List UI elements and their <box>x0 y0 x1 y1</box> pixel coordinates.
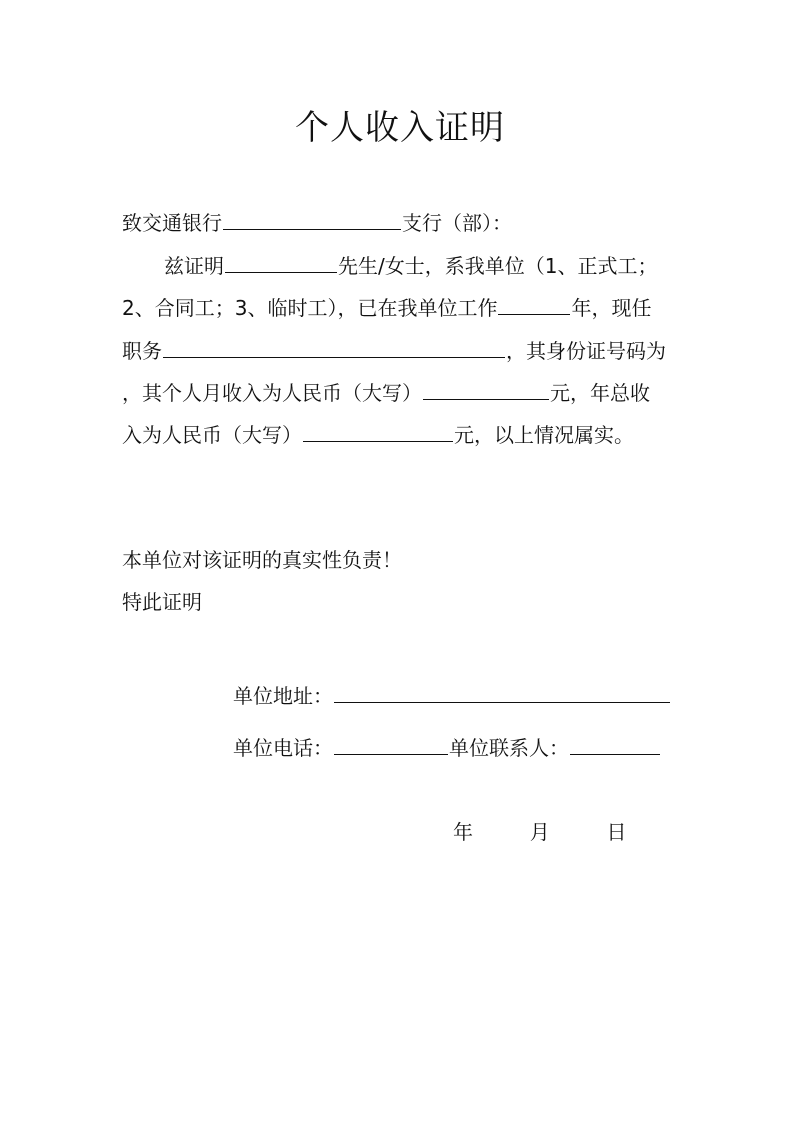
closing-line <box>122 588 202 616</box>
body-line-1 <box>164 252 657 280</box>
body-line-3 <box>122 337 666 365</box>
body-l4-suffix: 元，年总收 <box>550 381 650 405</box>
position-blank[interactable] <box>163 337 505 358</box>
date-year-label: 年 <box>453 820 473 844</box>
body-line-4 <box>122 379 650 407</box>
address-blank[interactable] <box>334 682 670 703</box>
greeting-line <box>122 209 512 237</box>
branch-name-blank[interactable] <box>223 209 401 230</box>
phone-blank[interactable] <box>334 734 448 755</box>
body-l2-suffix: 年，现任 <box>571 296 652 320</box>
date-day-label: 日 <box>606 820 627 844</box>
date-line <box>453 818 626 846</box>
closing-text: 特此证明 <box>122 590 202 614</box>
greeting-prefix: 致交通银行 <box>122 211 222 235</box>
body-l5-prefix: 入为人民币（大写） <box>122 423 302 447</box>
statement-text: 本单位对该证明的真实性负责！ <box>122 548 402 572</box>
address-label: 单位地址： <box>233 684 333 708</box>
body-l1-suffix: 先生/女士，系我单位（1、正式工； <box>338 254 658 278</box>
body-l1-prefix: 兹证明 <box>164 254 224 278</box>
document-title: 个人收入证明 <box>295 108 505 148</box>
body-l4-prefix: ，其个人月收入为人民币（大写） <box>122 381 422 405</box>
phone-label: 单位电话： <box>233 736 333 760</box>
body-l3-prefix: 职务 <box>122 339 162 363</box>
body-line-5 <box>122 421 634 449</box>
date-month-label: 月 <box>529 820 550 844</box>
phone-contact-line <box>233 734 661 762</box>
monthly-income-blank[interactable] <box>423 379 549 400</box>
greeting-suffix: 支行（部）： <box>402 211 512 235</box>
body-l5-suffix: 元，以上情况属实。 <box>454 423 634 447</box>
statement-line <box>122 546 402 574</box>
person-name-blank[interactable] <box>225 252 337 273</box>
contact-blank[interactable] <box>570 734 660 755</box>
body-l3-suffix: ，其身份证号码为 <box>506 339 666 363</box>
body-l2-prefix: 2、合同工；3、临时工），已在我单位工作 <box>122 296 498 320</box>
contact-label: 单位联系人： <box>449 736 569 760</box>
address-line <box>233 682 671 710</box>
years-worked-blank[interactable] <box>498 294 570 315</box>
body-line-2 <box>122 294 651 322</box>
annual-income-blank[interactable] <box>303 421 453 442</box>
